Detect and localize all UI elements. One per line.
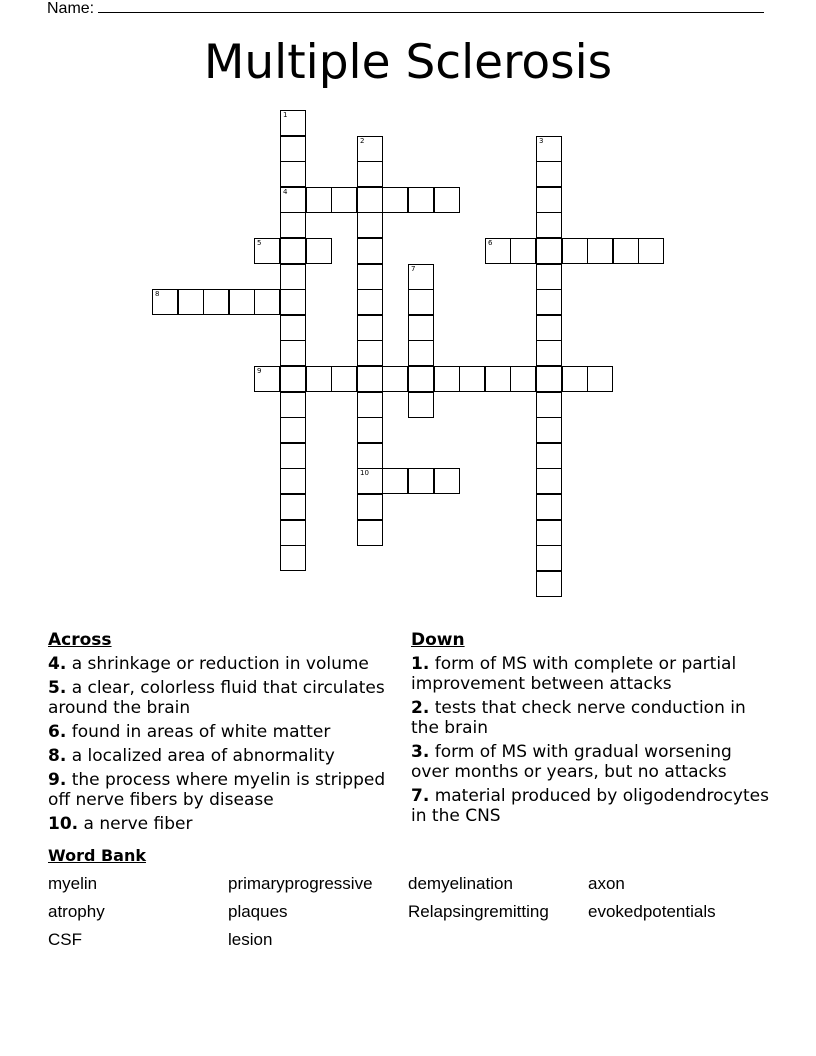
grid-cell[interactable] <box>408 187 434 213</box>
clue-text: form of MS with gradual worsening over months or years, but no attacks <box>411 742 732 782</box>
down-clue <box>411 786 771 826</box>
clue-number: 7. <box>411 786 430 806</box>
grid-cell[interactable] <box>357 238 383 264</box>
grid-cell[interactable] <box>536 161 562 187</box>
grid-cell[interactable] <box>331 187 357 213</box>
down-clue <box>411 654 771 694</box>
grid-cell[interactable] <box>536 417 562 443</box>
grid-cell[interactable] <box>587 238 613 264</box>
down-clue <box>411 698 771 738</box>
clue-text: a localized area of abnormality <box>71 746 335 766</box>
grid-cell[interactable] <box>357 161 383 187</box>
grid-cell[interactable] <box>613 238 639 264</box>
clue-number: 4. <box>48 654 67 674</box>
word-bank-word: plaques <box>228 902 288 921</box>
grid-cell[interactable] <box>357 366 383 392</box>
grid-cell[interactable] <box>357 340 383 366</box>
across-clue <box>48 678 398 718</box>
clue-number: 9. <box>48 770 67 790</box>
grid-cell-number: 5 <box>257 239 262 247</box>
grid-cell[interactable] <box>562 238 588 264</box>
grid-cell[interactable] <box>408 315 434 341</box>
clue-text: a shrinkage or reduction in volume <box>71 654 369 674</box>
grid-cell[interactable] <box>280 468 306 494</box>
grid-cell[interactable] <box>357 289 383 315</box>
grid-cell[interactable] <box>178 289 204 315</box>
clue-text: tests that check nerve conduction in the brain <box>411 698 746 738</box>
grid-cell[interactable] <box>587 366 613 392</box>
grid-cell[interactable] <box>357 494 383 520</box>
grid-cell[interactable] <box>357 443 383 469</box>
grid-cell[interactable] <box>536 520 562 546</box>
grid-cell[interactable] <box>434 187 460 213</box>
grid-cell-number: 10 <box>360 469 369 477</box>
clue-number: 5. <box>48 678 67 698</box>
page-title: Multiple Sclerosis <box>203 35 613 90</box>
across-clue <box>48 746 398 766</box>
grid-cell[interactable] <box>357 468 383 494</box>
down-heading: Down <box>411 630 465 650</box>
grid-cell-number: 1 <box>283 111 288 119</box>
grid-cell[interactable] <box>280 136 306 162</box>
grid-cell[interactable] <box>254 366 280 392</box>
across-heading: Across <box>48 630 112 650</box>
grid-cell[interactable] <box>510 238 536 264</box>
grid-cell[interactable] <box>280 545 306 571</box>
grid-cell[interactable] <box>357 392 383 418</box>
grid-cell-number: 8 <box>155 290 160 298</box>
grid-cell[interactable] <box>408 366 434 392</box>
word-bank-title: Word Bank <box>48 846 147 865</box>
grid-cell[interactable] <box>306 366 332 392</box>
grid-cell[interactable] <box>254 238 280 264</box>
clue-text: found in areas of white matter <box>71 722 331 742</box>
grid-cell[interactable] <box>229 289 255 315</box>
grid-cell[interactable] <box>280 238 306 264</box>
grid-cell-number: 4 <box>283 188 288 196</box>
grid-cell[interactable] <box>357 264 383 290</box>
grid-cell[interactable] <box>280 212 306 238</box>
grid-cell[interactable] <box>408 392 434 418</box>
grid-cell-number: 7 <box>411 265 416 273</box>
grid-cell[interactable] <box>152 289 178 315</box>
clue-number: 3. <box>411 742 430 762</box>
grid-cell[interactable] <box>434 366 460 392</box>
across-clue <box>48 770 398 810</box>
grid-cell[interactable] <box>280 494 306 520</box>
grid-cell[interactable] <box>280 315 306 341</box>
grid-cell[interactable] <box>408 340 434 366</box>
name-blank[interactable] <box>98 0 764 13</box>
grid-cell[interactable] <box>536 545 562 571</box>
grid-cell[interactable] <box>536 571 562 597</box>
word-bank-word: evokedpotentials <box>588 902 716 921</box>
grid-cell[interactable] <box>434 468 460 494</box>
word-bank-word: CSF <box>48 930 82 949</box>
grid-cell[interactable] <box>357 417 383 443</box>
clue-number: 2. <box>411 698 430 718</box>
down-clue <box>411 742 771 782</box>
across-clue <box>48 814 398 834</box>
word-bank-word: axon <box>588 874 625 893</box>
name-label: Name: <box>47 0 95 17</box>
grid-cell[interactable] <box>280 187 306 213</box>
grid-cell[interactable] <box>536 187 562 213</box>
grid-cell[interactable] <box>536 289 562 315</box>
grid-cell[interactable] <box>536 366 562 392</box>
grid-cell[interactable] <box>280 289 306 315</box>
grid-cell-number: 2 <box>360 137 365 145</box>
grid-cell[interactable] <box>510 366 536 392</box>
grid-cell[interactable] <box>280 520 306 546</box>
clue-number: 6. <box>48 722 67 742</box>
word-bank-word: Relapsingremitting <box>408 902 549 921</box>
grid-cell[interactable] <box>357 315 383 341</box>
grid-cell[interactable] <box>536 443 562 469</box>
grid-cell[interactable] <box>280 417 306 443</box>
grid-cell[interactable] <box>357 520 383 546</box>
grid-cell[interactable] <box>536 264 562 290</box>
clue-text: material produced by oligodendrocytes in the CNS <box>411 786 769 826</box>
across-clue <box>48 722 398 742</box>
grid-cell[interactable] <box>254 289 280 315</box>
grid-cell[interactable] <box>485 366 511 392</box>
grid-cell-number: 3 <box>539 137 544 145</box>
grid-cell[interactable] <box>306 187 332 213</box>
clue-number: 10. <box>48 814 79 834</box>
grid-cell[interactable] <box>280 392 306 418</box>
grid-cell[interactable] <box>536 494 562 520</box>
word-bank-word: lesion <box>228 930 273 949</box>
grid-cell[interactable] <box>280 443 306 469</box>
grid-cell[interactable] <box>382 366 408 392</box>
grid-cell[interactable] <box>382 187 408 213</box>
name-line <box>47 0 764 18</box>
clue-number: 8. <box>48 746 67 766</box>
grid-cell[interactable] <box>536 392 562 418</box>
grid-cell[interactable] <box>382 468 408 494</box>
grid-cell[interactable] <box>357 212 383 238</box>
grid-cell[interactable] <box>280 110 306 136</box>
grid-cell[interactable] <box>357 187 383 213</box>
grid-cell[interactable] <box>331 366 357 392</box>
across-clue <box>48 654 398 674</box>
grid-cell[interactable] <box>638 238 664 264</box>
clue-text: a nerve fiber <box>83 814 193 834</box>
grid-cell[interactable] <box>408 468 434 494</box>
word-bank-word: demyelination <box>408 874 513 893</box>
grid-cell[interactable] <box>408 289 434 315</box>
clue-text: a clear, colorless fluid that circulates around the brain <box>48 678 385 718</box>
grid-cell[interactable] <box>536 315 562 341</box>
across-clues <box>48 630 398 838</box>
grid-cell[interactable] <box>536 468 562 494</box>
grid-cell-number: 9 <box>257 367 262 375</box>
grid-cell[interactable] <box>306 238 332 264</box>
grid-cell[interactable] <box>280 161 306 187</box>
clue-text: form of MS with complete or partial improvement between attacks <box>411 654 737 694</box>
grid-cell[interactable] <box>536 212 562 238</box>
grid-cell[interactable] <box>203 289 229 315</box>
clue-text: the process where myelin is stripped off nerve fibers by disease <box>48 770 386 810</box>
grid-cell[interactable] <box>357 136 383 162</box>
grid-cell[interactable] <box>536 136 562 162</box>
clue-number: 1. <box>411 654 430 674</box>
grid-cell[interactable] <box>562 366 588 392</box>
word-bank-word: primaryprogressive <box>228 874 373 893</box>
grid-cell-number: 6 <box>488 239 493 247</box>
grid-cell[interactable] <box>280 264 306 290</box>
grid-cell[interactable] <box>280 340 306 366</box>
grid-cell[interactable] <box>536 238 562 264</box>
grid-cell[interactable] <box>280 366 306 392</box>
grid-cell[interactable] <box>459 366 485 392</box>
grid-cell[interactable] <box>408 264 434 290</box>
word-bank-word: myelin <box>48 874 98 893</box>
grid-cell[interactable] <box>536 340 562 366</box>
word-bank-word: atrophy <box>48 902 105 921</box>
down-clues <box>411 630 771 830</box>
grid-cell[interactable] <box>485 238 511 264</box>
